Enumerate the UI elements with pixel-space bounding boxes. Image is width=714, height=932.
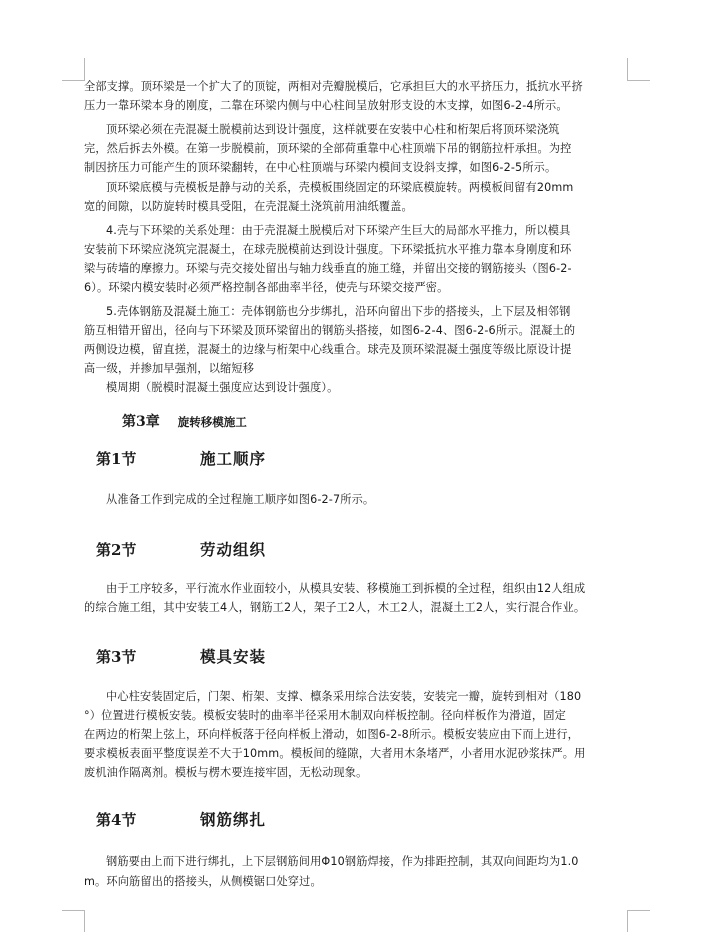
crop-mark-top-right: [627, 58, 650, 81]
chapter-number: 第3章: [122, 414, 160, 430]
section-number: 第1节: [96, 450, 137, 468]
body-text-line: 模周期（脱模时混凝土强度应达到设计强度）。: [106, 381, 339, 394]
body-text-line: 完，然后拆去外模。在第一步脱模前，顶环梁的全部荷重靠中心柱顶端下吊的钢筋拉杆承担。为控: [84, 142, 572, 155]
body-text-line: 在两边的桁架上弦上，环向样板落于径向样板上滑动，如图6-2-8所示。模板安装应由下而上进行，: [84, 728, 580, 741]
body-text-line: 钢筋要由上而下进行绑扎，上下层钢筋间用Φ10钢筋焊接，作为排距控制，其双向间距均为1.0: [106, 855, 579, 868]
body-text-line: 筋互相错开留出，径向与下环梁及顶环梁留出的钢筋头搭接，如图6-2-4、图6-2-6所示。混凝土的: [84, 324, 576, 337]
body-text-line: 顶环梁底模与壳模板是静与动的关系，壳模板围绕固定的环梁底模旋转。两模板间留有20mm: [106, 181, 574, 194]
section-title: 劳动组织: [200, 540, 267, 559]
section-heading: [96, 645, 266, 667]
body-text-line: 宽的间隙，以防旋转时模具受阻，在壳混凝土浇筑前用油纸覆盖。: [84, 200, 413, 213]
body-text-line: 压力一靠环梁本身的刚度，二靠在环梁内侧与中心柱间呈放射形支设的木支撑，如图6-2-4所示。: [84, 99, 568, 112]
crop-mark-top-left: [62, 58, 85, 81]
section-heading: [96, 538, 266, 560]
body-text-line: 从准备工作到完成的全过程施工顺序如图6-2-7所示。: [106, 493, 375, 506]
section-number: 第2节: [96, 541, 137, 559]
body-text-line: 由于工序较多，平行流水作业面较小，从模具安装、移模施工到拆模的全过程，组织由12人组成: [106, 582, 586, 595]
section-heading: [96, 447, 266, 469]
chapter-title: 旋转移模施工: [177, 415, 247, 429]
body-text-line: 5.壳体钢筋及混凝土施工：壳体钢筋也分步绑扎，沿环向留出下步的搭接头，上下层及相邻钢: [106, 305, 571, 318]
body-text-line: 的综合施工组，其中安装工4人，钢筋工2人，架子工2人，木工2人，混凝土工2人，实行混合作业。: [84, 601, 586, 614]
section-title: 模具安装: [200, 647, 267, 666]
body-text-line: 安装前下环梁应浇筑完混凝土，在球壳脱模前达到设计强度。下环梁抵抗水平推力靠本身刚度和环: [84, 243, 572, 256]
section-heading: [96, 808, 266, 830]
chapter-heading: [122, 411, 247, 431]
body-text-line: 中心柱安装固定后，门架、桁架、支撑、檩条采用综合法安装，安装完一瓣，旋转到相对（180: [106, 690, 582, 703]
body-text-line: m。环向筋留出的搭接头，从侧模锯口处穿过。: [84, 875, 322, 888]
body-text-line: 梁与砖墙的摩擦力。环梁与壳交接处留出与轴力线垂直的施工缝，并留出交接的钢筋接头（图6-2-: [84, 262, 572, 275]
section-number: 第3节: [96, 648, 137, 666]
body-text-line: 废机油作隔离剂。模板与楞木要连接牢固，无松动现象。: [84, 766, 368, 779]
body-text-line: 顶环梁必须在壳混凝土脱模前达到设计强度，这样就要在安装中心柱和桁架后将顶环梁浇筑: [106, 123, 560, 136]
section-number: 第4节: [96, 811, 137, 829]
body-text-line: 高一级，并掺加早强剂，以缩短移: [84, 362, 255, 375]
body-text-line: 全部支撑。顶环梁是一个扩大了的顶锭，两相对壳瓣脱模后，它承担巨大的水平挤压力，抵抗水平挤: [84, 80, 583, 93]
body-text-line: 要求模板表面平整度误差不大于10mm。模板间的缝隙，大者用木条堵严，小者用水泥砂浆抹严。用: [84, 747, 586, 760]
body-text-line: °）位置进行模板安装。模板安装时的曲率半径采用木制双向样板控制。径向样板作为滑道，固定: [84, 709, 566, 722]
body-text-line: 6）。环梁内模安装时必须严格控制各部曲率半径，使壳与环梁交接严密。: [84, 281, 449, 294]
crop-mark-bottom-left: [62, 910, 85, 932]
body-text-line: 两侧设边模，留直搓，混凝土的边缘与桁架中心线重合。球壳及顶环梁混凝土强度等级比原设计提: [84, 343, 572, 356]
crop-mark-bottom-right: [627, 910, 650, 932]
section-title: 施工顺序: [200, 449, 267, 468]
body-text-line: 4.壳与下环梁的关系处理：由于壳混凝土脱模后对下环梁产生巨大的局部水平推力，所以模具: [106, 224, 571, 237]
body-text-line: 制因挤压力可能产生的顶环梁翻转，在中心柱顶端与环梁内模间支设斜支撑，如图6-2-5所示。: [84, 161, 557, 174]
section-title: 钢筋绑扎: [200, 810, 267, 829]
